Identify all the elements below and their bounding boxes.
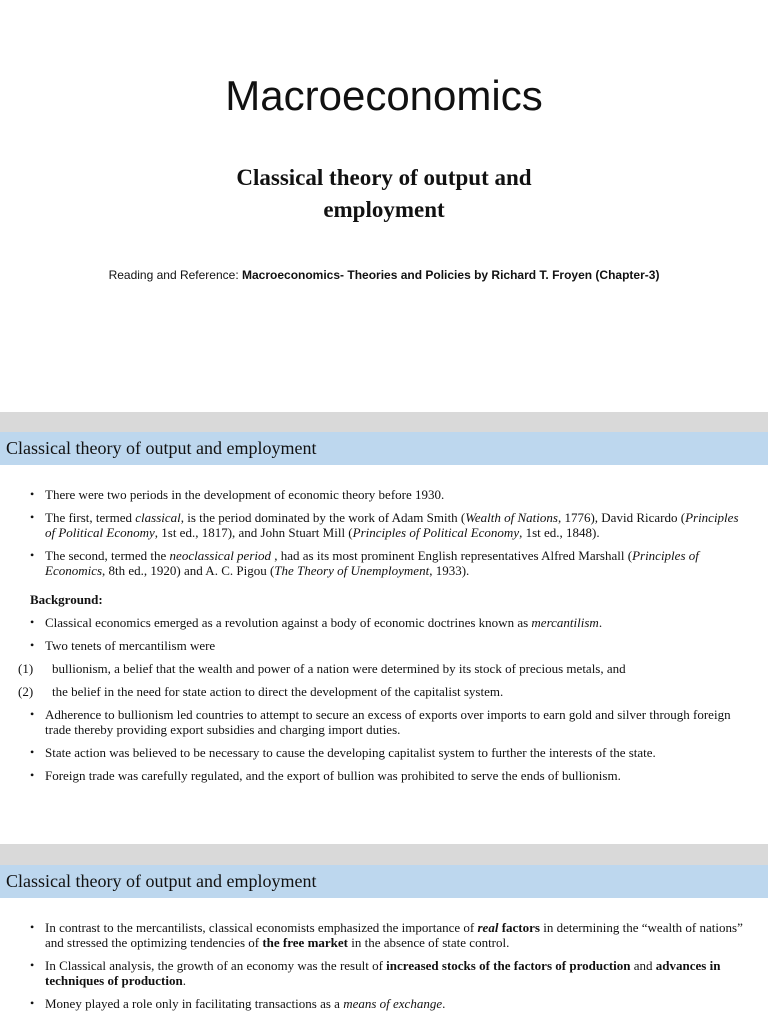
list-item: • Money played a role only in facilitating transactions as a means of exchange. <box>30 996 750 1011</box>
bullet-list <box>18 487 750 791</box>
list-item: • Foreign trade was carefully regulated, and the export of bullion was prohibited to serve the ends of bullionism. <box>30 768 750 783</box>
section-heading-background: Background: <box>30 592 103 607</box>
slide-header-title: Classical theory of output and employment <box>6 871 317 891</box>
title-slide <box>0 0 768 412</box>
subtitle-line-1: Classical theory of output and <box>236 165 532 190</box>
bullet-list <box>30 920 750 1019</box>
slide-header-title: Classical theory of output and employment <box>6 438 317 458</box>
list-item: • Classical economics emerged as a revolution against a body of economic doctrines known as mercantilism. <box>30 615 750 630</box>
list-item: • State action was believed to be necessary to cause the developing capitalist system to further the interests of the state. <box>30 745 750 760</box>
reference-book: Macroeconomics- Theories and Policies by Richard T. Froyen (Chapter-3) <box>242 268 660 282</box>
slide-header-bar <box>0 432 768 465</box>
subtitle-line-2: employment <box>323 197 445 222</box>
reading-reference <box>0 268 768 282</box>
page-title: Macroeconomics <box>225 72 543 119</box>
list-item: • The first, termed classical, is the period dominated by the work of Adam Smith (Wealth of Nations, 1776), David Ricardo (Principles of Political Economy, 1st ed., 1817), and John Stuart Mill (Principles of Political Economy, 1st ed., 1848). <box>30 510 750 540</box>
list-item: • In Classical analysis, the growth of an economy was the result of increased stocks of the factors of production and advances in techniques of production. <box>30 958 750 988</box>
list-item: • The second, termed the neoclassical period , had as its most prominent English representatives Alfred Marshall (Principles of Economics, 8th ed., 1920) and A. C. Pigou (The Theory of Unemployment, 1933). <box>30 548 750 578</box>
list-item: • Two tenets of mercantilism were <box>30 638 750 653</box>
numbered-item: (2) the belief in the need for state action to direct the development of the capitalist system. <box>18 684 504 699</box>
slide-header-bar <box>0 865 768 898</box>
subtitle <box>184 162 584 226</box>
item-number: (2) <box>18 684 34 699</box>
list-item: • There were two periods in the development of economic theory before 1930. <box>30 487 750 502</box>
content-slide-3 <box>0 865 768 1024</box>
reference-prefix: Reading and Reference: <box>108 268 242 282</box>
numbered-item: (1) bullionism, a belief that the wealth and power of a nation were determined by its stock of precious metals, and <box>18 661 626 676</box>
list-item: • Adherence to bullionism led countries to attempt to secure an excess of exports over imports to earn gold and silver through foreign trade thereby providing export subsidies and charging import duties. <box>30 707 750 737</box>
content-slide-2 <box>0 432 768 844</box>
list-item: • In contrast to the mercantilists, classical economists emphasized the importance of real factors in determining the “wealth of nations” and stressed the optimizing tendencies of the free market in the absence of state control. <box>30 920 750 950</box>
item-number: (1) <box>18 661 34 676</box>
